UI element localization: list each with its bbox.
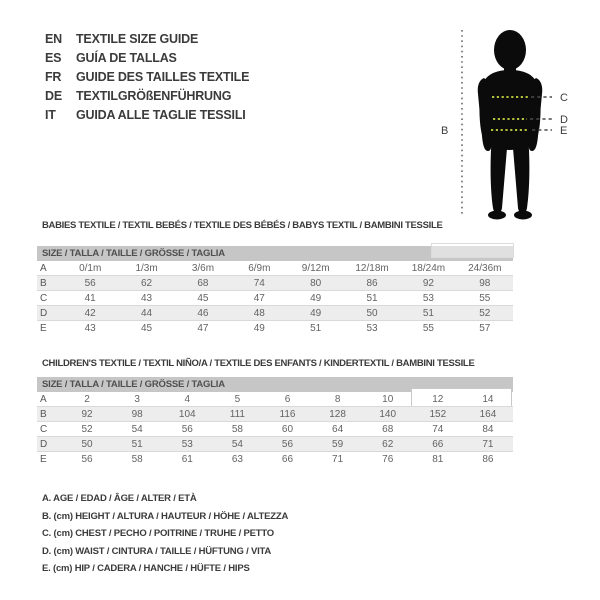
language-row [45, 49, 249, 68]
legend-item-waist: D. (cm) WAIST / CINTURA / TAILLE / HÜFTUNG / VITA [42, 545, 272, 557]
size-cell: 56 [62, 276, 118, 291]
size-cell: 43 [141, 292, 153, 304]
size-cell: 49 [288, 306, 344, 321]
size-cell: 56 [181, 423, 193, 435]
size-cell: 111 [212, 407, 262, 422]
language-row [45, 30, 249, 49]
language-code: ES [45, 51, 62, 65]
size-cell: 57 [479, 322, 491, 334]
size-cell: 54 [212, 437, 262, 452]
language-title: TEXTILGRÖßENFÜHRUNG [76, 89, 232, 103]
size-cell: 42 [62, 306, 118, 321]
table-row [37, 261, 513, 276]
size-cell: 66 [281, 453, 294, 465]
size-cell: 71 [332, 453, 344, 465]
language-code: EN [45, 32, 62, 46]
size-cell: 24/36m [468, 262, 502, 274]
size-cell: 86 [344, 276, 400, 291]
size-cell: 50 [62, 437, 112, 452]
size-cell: 2 [84, 393, 90, 405]
size-cell: 63 [231, 453, 243, 465]
row-label: D [37, 306, 62, 321]
babies-table-header: SIZE / TALLA / TAILLE / GRÖSSE / TAGLIA [37, 246, 513, 261]
size-cell: 55 [422, 322, 434, 334]
size-cell: 53 [366, 322, 378, 334]
size-cell: 5 [234, 393, 241, 405]
size-cell: 68 [382, 423, 394, 435]
size-cell: 116 [262, 407, 312, 422]
table-row [37, 422, 513, 437]
size-cell: 47 [253, 292, 265, 304]
legend-item-chest: C. (cm) CHEST / PECHO / POITRINE / TRUHE / PETTO [42, 528, 274, 540]
size-cell: 98 [457, 276, 513, 291]
size-cell: 1/3m [135, 262, 158, 274]
size-cell: 45 [197, 292, 209, 304]
children-table-grid [37, 392, 513, 466]
height-label: B [441, 125, 449, 137]
size-cell: 68 [175, 276, 231, 291]
size-cell: 46 [175, 306, 231, 321]
row-label: E [40, 322, 47, 334]
babies-highlight-box [431, 243, 514, 258]
size-cell: 60 [281, 423, 294, 435]
size-cell: 76 [382, 453, 394, 465]
row-label: A [40, 393, 47, 405]
child-silhouette-icon [433, 8, 597, 230]
size-cell: 80 [288, 276, 344, 291]
language-title: GUIDA ALLE TAGLIE TESSILI [76, 108, 246, 122]
size-cell: 45 [141, 322, 153, 334]
size-cell: 6/9m [248, 262, 271, 274]
size-cell: 140 [363, 407, 413, 422]
table-row [37, 392, 513, 407]
size-cell: 49 [253, 322, 265, 334]
row-label: A [40, 262, 47, 274]
table-row [37, 306, 513, 321]
size-cell: 86 [482, 453, 494, 465]
size-cell: 0/1m [79, 262, 102, 274]
language-code: DE [45, 89, 62, 103]
size-cell: 71 [463, 437, 513, 452]
row-label: B [37, 276, 62, 291]
language-title: GUÍA DE TALLAS [76, 51, 177, 65]
size-cell: 6 [284, 393, 291, 405]
children-section-title: CHILDREN'S TEXTILE / TEXTIL NIÑO/A / TEXTILE DES ENFANTS / KINDERTEXTIL / BAMBINI TESSILE [42, 358, 475, 369]
size-cell: 14 [482, 393, 494, 405]
language-code: FR [45, 70, 62, 84]
size-cell: 43 [84, 322, 96, 334]
size-cell: 98 [112, 407, 162, 422]
size-cell: 8 [334, 393, 341, 405]
language-list [45, 30, 249, 125]
size-cell: 92 [62, 407, 112, 422]
size-cell: 9/12m [301, 262, 330, 274]
size-cell: 66 [413, 437, 463, 452]
size-cell: 152 [413, 407, 463, 422]
row-label: E [40, 453, 47, 465]
language-row [45, 68, 249, 87]
size-cell: 74 [231, 276, 287, 291]
language-row [45, 87, 249, 106]
babies-section-title: BABIES TEXTILE / TEXTIL BEBÉS / TEXTILE DES BÉBÉS / BABYS TEXTIL / BAMBINI TESSILE [42, 220, 443, 231]
size-cell: 4 [184, 393, 191, 405]
size-cell: 55 [479, 292, 491, 304]
children-table-header: SIZE / TALLA / TAILLE / GRÖSSE / TAGLIA [37, 377, 513, 392]
size-cell: 59 [313, 437, 363, 452]
row-label: C [40, 423, 48, 435]
table-row [37, 452, 513, 467]
size-cell: 61 [181, 453, 193, 465]
size-cell: 3/6m [191, 262, 215, 274]
size-cell: 58 [131, 453, 143, 465]
size-cell: 53 [162, 437, 212, 452]
size-cell: 62 [118, 276, 174, 291]
size-cell: 12 [432, 393, 444, 405]
size-cell: 44 [118, 306, 174, 321]
hip-label: E [560, 125, 568, 137]
size-cell: 50 [344, 306, 400, 321]
table-row [37, 291, 513, 306]
size-cell: 52 [81, 423, 93, 435]
size-cell: 41 [84, 292, 96, 304]
size-cell: 81 [432, 453, 444, 465]
size-cell: 53 [422, 292, 434, 304]
row-label: D [37, 437, 62, 452]
legend-item-age: A. AGE / EDAD / ÂGE / ALTER / ETÀ [42, 493, 197, 504]
size-cell: 74 [432, 423, 444, 435]
size-cell: 54 [131, 423, 143, 435]
size-cell: 58 [231, 423, 243, 435]
size-cell: 52 [457, 306, 513, 321]
size-cell: 51 [400, 306, 456, 321]
row-label: C [40, 292, 48, 304]
size-cell: 12/18m [355, 262, 389, 274]
size-cell: 10 [382, 393, 394, 405]
table-row [37, 437, 513, 452]
size-cell: 3 [134, 393, 140, 405]
children-size-table [37, 377, 513, 466]
size-cell: 51 [310, 322, 322, 334]
language-title: GUIDE DES TAILLES TEXTILE [76, 70, 250, 84]
child-silhouette [478, 30, 543, 220]
row-label: B [37, 407, 62, 422]
size-cell: 56 [81, 453, 93, 465]
size-cell: 49 [310, 292, 322, 304]
language-row [45, 106, 249, 125]
babies-size-table [37, 246, 513, 335]
table-row [37, 407, 513, 422]
language-code: IT [45, 108, 56, 122]
size-cell: 104 [162, 407, 212, 422]
chest-label: C [560, 92, 568, 104]
language-title: TEXTILE SIZE GUIDE [76, 32, 199, 46]
size-cell: 84 [482, 423, 494, 435]
size-cell: 164 [463, 407, 513, 422]
size-cell: 128 [313, 407, 363, 422]
size-cell: 62 [363, 437, 413, 452]
table-row [37, 276, 513, 291]
legend-item-height: B. (cm) HEIGHT / ALTURA / HAUTEUR / HÖHE / ALTEZZA [42, 510, 289, 522]
measurement-legend [42, 490, 288, 578]
waist-label: D [560, 114, 568, 126]
legend-item-hip: E. (cm) HIP / CADERA / HANCHE / HÜFTE / HIPS [42, 563, 250, 575]
table-row [37, 321, 513, 336]
size-cell: 18/24m [411, 262, 446, 274]
babies-table-grid [37, 261, 513, 335]
measurement-diagram [433, 8, 597, 230]
size-cell: 51 [366, 292, 378, 304]
size-cell: 47 [197, 322, 209, 334]
size-cell: 64 [332, 423, 344, 435]
size-cell: 51 [112, 437, 162, 452]
size-cell: 48 [231, 306, 287, 321]
size-cell: 92 [400, 276, 456, 291]
size-cell: 56 [262, 437, 312, 452]
